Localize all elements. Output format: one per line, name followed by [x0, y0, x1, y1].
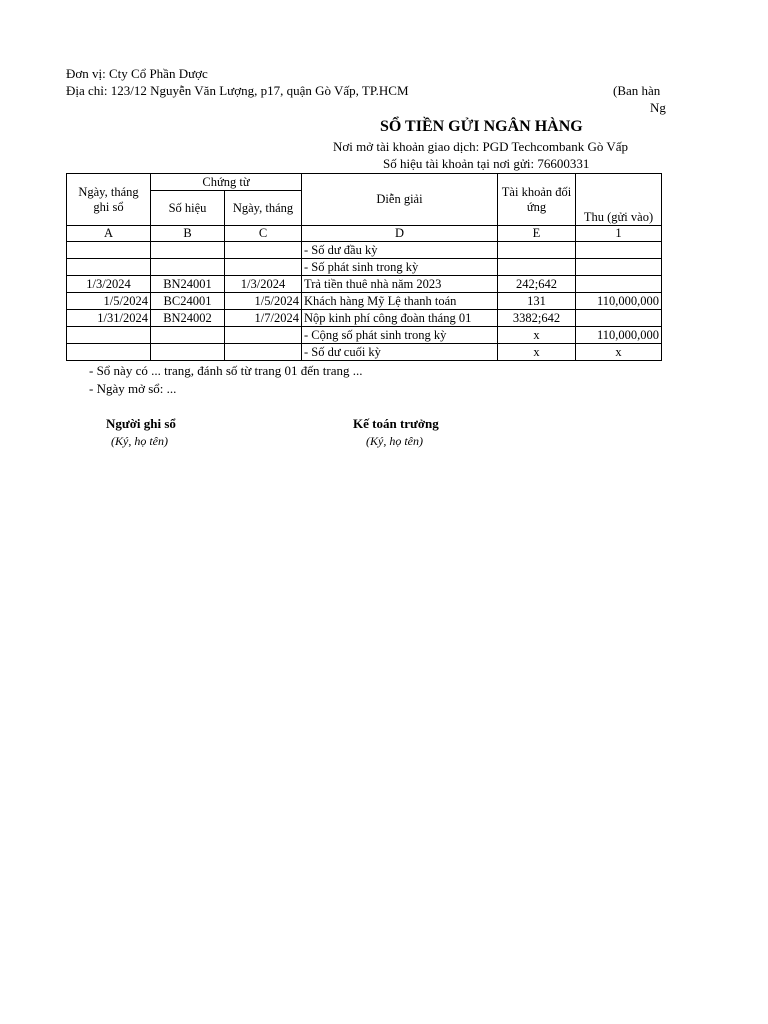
cell-voucher-date [225, 242, 302, 259]
cell-description: Khách hàng Mỹ Lệ thanh toán [302, 293, 498, 310]
column-letter: 1 [576, 226, 662, 242]
cell-receipt [576, 242, 662, 259]
cell-receipt [576, 310, 662, 327]
cell-description: - Cộng số phát sinh trong kỳ [302, 327, 498, 344]
table-row [67, 327, 662, 344]
cell-description: Nộp kinh phí công đoàn tháng 01 [302, 310, 498, 327]
signature-chief-accountant-note: (Ký, họ tên) [366, 434, 423, 448]
cell-date: 1/3/2024 [67, 276, 151, 293]
cell-date: 1/31/2024 [67, 310, 151, 327]
cell-date: 1/5/2024 [67, 293, 151, 310]
cell-voucher-no: BN24002 [151, 310, 225, 327]
column-letter: B [151, 226, 225, 242]
signature-recorder-note: (Ký, họ tên) [111, 434, 168, 448]
note-open-date: - Ngày mở sổ: ... [89, 381, 177, 396]
table-row [67, 276, 662, 293]
cell-account: x [498, 344, 576, 361]
cell-account: 3382;642 [498, 310, 576, 327]
cell-description: - Số dư đầu kỳ [302, 242, 498, 259]
cell-voucher-date: 1/3/2024 [225, 276, 302, 293]
cell-date [67, 259, 151, 276]
cell-description: - Số phát sinh trong kỳ [302, 259, 498, 276]
cell-voucher-no [151, 344, 225, 361]
cell-receipt: 110,000,000 [576, 327, 662, 344]
signature-chief-accountant: Kế toán trưởng [353, 416, 439, 431]
header-voucher-date: Ngày, tháng [225, 191, 302, 226]
unit-name: Đơn vị: Cty Cổ Phần Dược [66, 66, 208, 81]
cell-account [498, 259, 576, 276]
table-row [67, 310, 662, 327]
issued-note: (Ban hàn [613, 83, 661, 98]
cell-date [67, 327, 151, 344]
header-receipt: Thu (gửi vào) [576, 174, 662, 226]
cell-account [498, 242, 576, 259]
page-title: SỔ TIỀN GỬI NGÂN HÀNG [380, 118, 583, 135]
cell-date [67, 344, 151, 361]
cell-voucher-no: BN24001 [151, 276, 225, 293]
column-letter: D [302, 226, 498, 242]
cell-voucher-no [151, 242, 225, 259]
cell-receipt [576, 276, 662, 293]
cell-receipt: 110,000,000 [576, 293, 662, 310]
header-account: Tài khoản đối ứng [498, 174, 576, 226]
cell-account: 242;642 [498, 276, 576, 293]
cell-receipt: x [576, 344, 662, 361]
bank-branch: Nơi mở tài khoản giao dịch: PGD Techcombank Gò Vấp [333, 139, 629, 154]
cell-voucher-no [151, 327, 225, 344]
cell-receipt [576, 259, 662, 276]
signature-recorder: Người ghi sổ [106, 416, 176, 431]
header-voucher: Chứng từ [151, 174, 302, 191]
column-letter: C [225, 226, 302, 242]
cell-voucher-date: 1/7/2024 [225, 310, 302, 327]
address: Địa chỉ: 123/12 Nguyễn Văn Lượng, p17, quận Gò Vấp, TP.HCM [66, 83, 409, 98]
header-voucher-no: Số hiệu [151, 191, 225, 226]
header-description: Diễn giải [302, 174, 498, 226]
column-letter: E [498, 226, 576, 242]
table-row [67, 242, 662, 259]
header-date: Ngày, tháng ghi sổ [67, 174, 151, 226]
cell-voucher-date [225, 259, 302, 276]
account-number: Số hiệu tài khoản tại nơi gửi: 76600331 [383, 156, 590, 171]
table-row [67, 293, 662, 310]
cell-voucher-date [225, 327, 302, 344]
cell-voucher-no [151, 259, 225, 276]
cell-voucher-date: 1/5/2024 [225, 293, 302, 310]
cell-voucher-no: BC24001 [151, 293, 225, 310]
cell-description: Trả tiền thuê nhà năm 2023 [302, 276, 498, 293]
table-row [67, 344, 662, 361]
column-letter: A [67, 226, 151, 242]
cell-date [67, 242, 151, 259]
table-row [67, 259, 662, 276]
ledger-table [66, 173, 662, 361]
cell-account: x [498, 327, 576, 344]
right-fragment: Ng [650, 100, 666, 115]
note-pages: - Sổ này có ... trang, đánh số từ trang 01 đến trang ... [89, 363, 363, 378]
cell-account: 131 [498, 293, 576, 310]
cell-voucher-date [225, 344, 302, 361]
cell-description: - Số dư cuối kỳ [302, 344, 498, 361]
